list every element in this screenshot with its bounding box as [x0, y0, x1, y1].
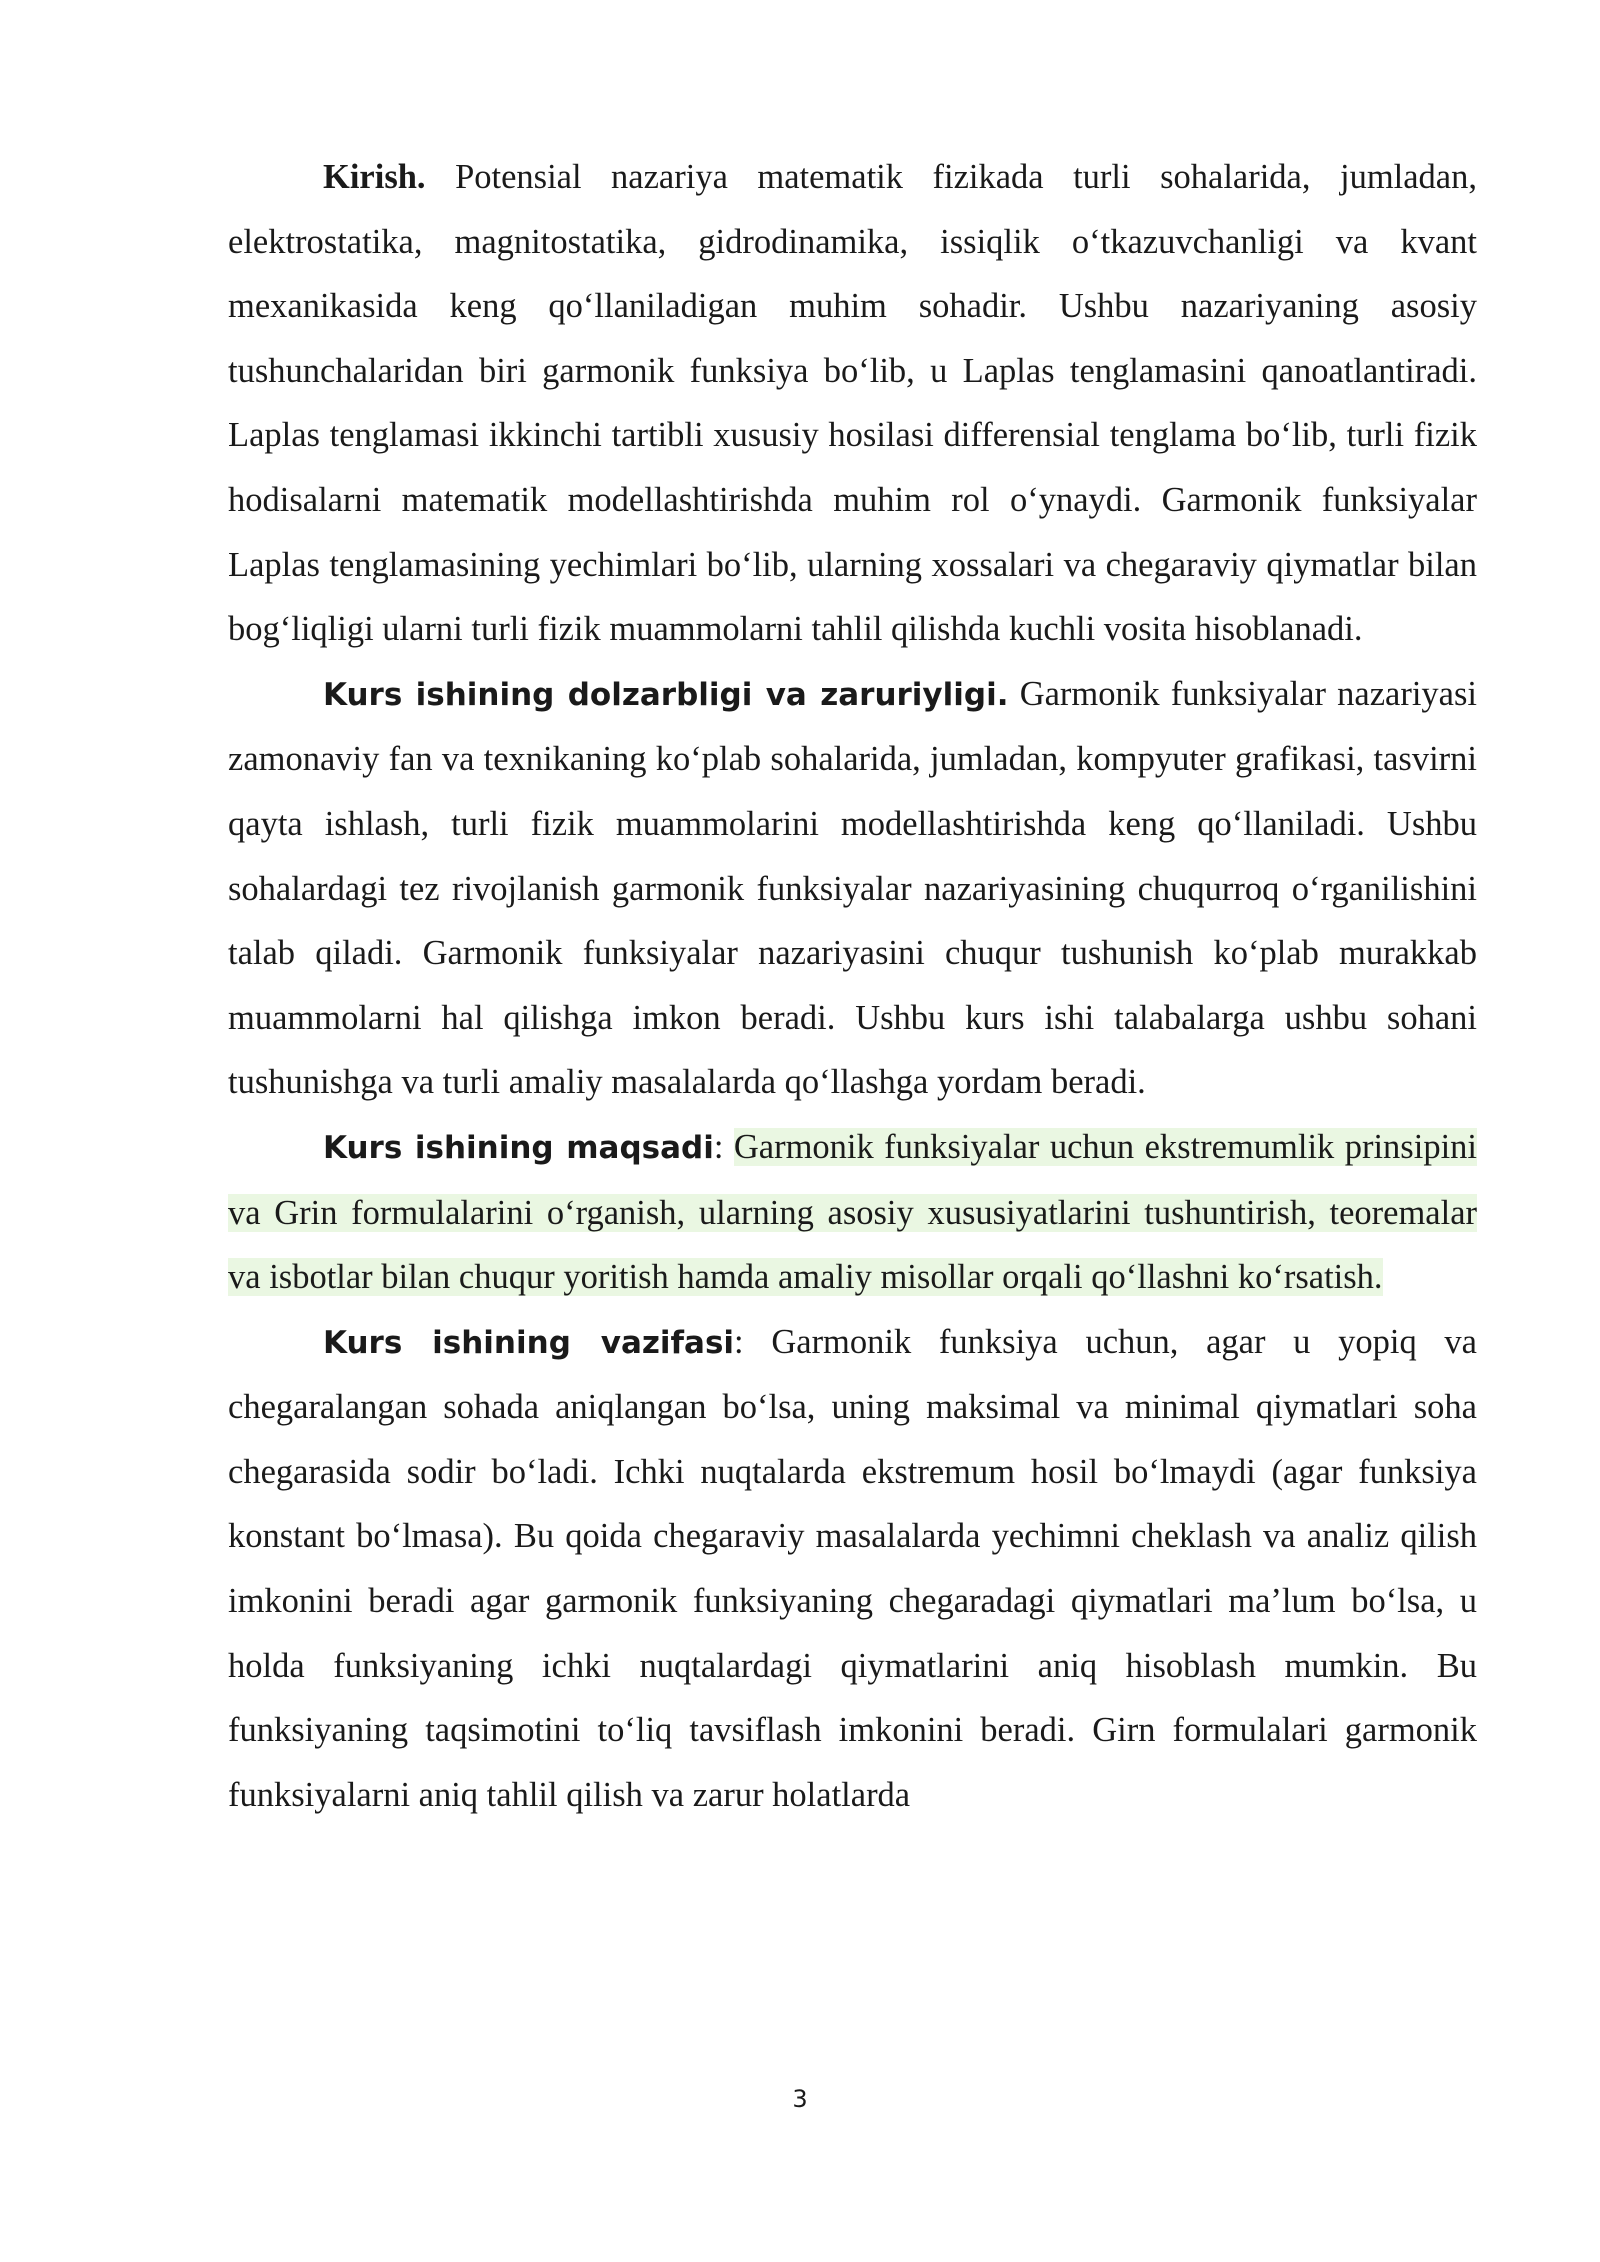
- goal-paragraph: [228, 1115, 1477, 1310]
- intro-heading: Kirish.: [323, 158, 426, 196]
- document-body: [228, 145, 1477, 1827]
- goal-highlighted-text: Garmonik funksiyalar uchun ekstremumlik prinsipini va Grin formulalarini o‘rganish, ularning asosiy xususiyatlarini tushuntirish, teoremalar va isbotlar bilan chuqur yoritish hamda amaliy misollar orqali qo‘llashni ko‘rsatish.: [228, 1127, 1477, 1297]
- relevance-paragraph: [228, 662, 1477, 1115]
- goal-heading: Kurs ishining maqsadi: [323, 1129, 714, 1166]
- goal-colon: :: [713, 1127, 734, 1166]
- tasks-text: : Garmonik funksiya uchun, agar u yopiq va chegaralangan sohada aniqlangan bo‘lsa, uning maksimal va minimal qiymatlari soha chegarasida sodir bo‘ladi. Ichki nuqtalarda ekstremum hosil bo‘lmaydi (agar funksiya konstant bo‘lmasa). Bu qoida chegaraviy masalalarda yechimni cheklash va analiz qilish imkonini beradi agar garmonik funksiyaning chegaradagi qiymatlari ma’lum bo‘lsa, u holda funksiyaning ichki nuqtalardagi qiymatlarini aniq hisoblash mumkin. Bu funksiyaning taqsimotini to‘liq tavsiflash imkonini beradi. Girn formulalari garmonik funksiyalarni aniq tahlil qilish va zarur holatlarda: [228, 1322, 1477, 1814]
- page-number: 3: [792, 2085, 808, 2113]
- intro-text: Potensial nazariya matematik fizikada turli sohalarida, jumladan, elektrostatika, magnitostatika, gidrodinamika, issiqlik o‘tkazuvchanligi va kvant mexanikasida keng qo‘llaniladigan muhim sohadir. Ushbu nazariyaning asosiy tushunchalaridan biri garmonik funksiya bo‘lib, u Laplas tenglamasini qanoatlantiradi. Laplas tenglamasi ikkinchi tartibli xususiy hosilasi differensial tenglama bo‘lib, turli fizik hodisalarni matematik modellashtirishda muhim rol o‘ynaydi. Garmonik funksiyalar Laplas tenglamasining yechimlari bo‘lib, ularning xossalari va chegaraviy qiymatlar bilan bog‘liqligi ularni turli fizik muammolarni tahlil qilishda kuchli vosita hisoblanadi.: [228, 158, 1477, 649]
- tasks-heading: Kurs ishining vazifasi: [323, 1324, 735, 1361]
- relevance-heading: Kurs ishining dolzarbligi va zaruriyligi.: [323, 676, 1009, 713]
- relevance-text: Garmonik funksiyalar nazariyasi zamonaviy fan va texnikaning ko‘plab sohalarida, jumladan, kompyuter grafikasi, tasvirni qayta ishlash, turli fizik muammolarini modellashtirishda keng qo‘llaniladi. Ushbu sohalardagi tez rivojlanish garmonik funksiyalar nazariyasining chuqurroq o‘rganilishini talab qiladi. Garmonik funksiyalar nazariyasini chuqur tushunish ko‘plab murakkab muammolarni hal qilishga imkon beradi. Ushbu kurs ishi talabalarga ushbu sohani tushunishga va turli amaliy masalalarda qo‘llashga yordam beradi.: [228, 674, 1477, 1102]
- tasks-paragraph: [228, 1310, 1477, 1828]
- intro-paragraph: [228, 145, 1477, 662]
